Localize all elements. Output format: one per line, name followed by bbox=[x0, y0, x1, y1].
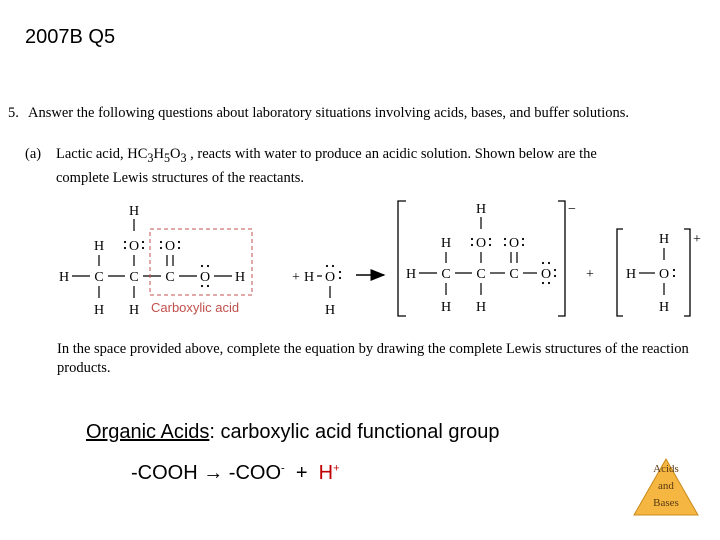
text-fragment: 5 bbox=[163, 150, 170, 165]
atom-o: O bbox=[324, 270, 336, 285]
atom-h: H bbox=[405, 267, 417, 282]
lone-pair-dot bbox=[160, 247, 162, 249]
atom-h: H bbox=[234, 270, 246, 285]
lone-pair-dot bbox=[489, 244, 491, 246]
equation-plus: + bbox=[295, 462, 308, 484]
atom-o: O bbox=[128, 239, 140, 254]
atom-h: H bbox=[475, 202, 487, 217]
atom-h: H bbox=[303, 270, 315, 285]
lone-pair-dot bbox=[178, 241, 180, 243]
slide-title: 2007B Q5 bbox=[25, 26, 116, 48]
text-fragment: 3 bbox=[147, 150, 154, 165]
atom-c: C bbox=[476, 267, 486, 282]
question-stem: Answer the following questions about laboratory situations involving acids, bases, and buffer solutions. bbox=[28, 105, 629, 121]
atom-h: H bbox=[58, 270, 70, 285]
atom-c: C bbox=[509, 267, 519, 282]
organic-acids-title: Organic Acids bbox=[86, 421, 210, 443]
part-a-text-start: Lactic acid, bbox=[56, 146, 128, 162]
lone-pair-dot bbox=[554, 269, 556, 271]
lone-pair-dot bbox=[207, 265, 209, 267]
lone-pair-dot bbox=[326, 265, 328, 267]
text-fragment: and bbox=[658, 480, 674, 492]
plus-sign: + bbox=[586, 267, 594, 282]
text-fragment: Acids bbox=[653, 463, 679, 475]
lone-pair-dot bbox=[522, 238, 524, 240]
lone-pair-dot bbox=[471, 238, 473, 240]
lactate-structure bbox=[406, 202, 556, 315]
equation-reactant: -COOH bbox=[131, 462, 198, 484]
atom-h: H bbox=[475, 300, 487, 315]
atom-h: H bbox=[625, 267, 637, 282]
lone-pair-dot bbox=[504, 244, 506, 246]
lone-pair-dot bbox=[504, 238, 506, 240]
lone-pair-dot bbox=[124, 241, 126, 243]
atom-h: H bbox=[128, 204, 140, 219]
lone-pair-dot bbox=[548, 262, 550, 264]
lone-pair-dot bbox=[201, 285, 203, 287]
left-bracket bbox=[617, 229, 623, 316]
cation-charge: + bbox=[693, 232, 701, 247]
atom-h: H bbox=[324, 303, 336, 318]
atom-c: C bbox=[129, 270, 139, 285]
atom-h: H bbox=[93, 303, 105, 318]
lone-pair-dot bbox=[542, 262, 544, 264]
lone-pair-dot bbox=[332, 265, 334, 267]
lactic-formula bbox=[127, 146, 187, 165]
atom-o: O bbox=[164, 239, 176, 254]
lone-pair-dot bbox=[142, 241, 144, 243]
question-number: 5. bbox=[8, 105, 19, 121]
text-fragment: O bbox=[169, 146, 181, 162]
lone-pair-dot bbox=[207, 285, 209, 287]
part-a-text-end: , reacts with water to produce an acidic solution. Shown below are the bbox=[186, 146, 597, 162]
atom-o: O bbox=[475, 236, 487, 251]
lone-pair-dot bbox=[339, 271, 341, 273]
carboxylic-acid-label: Carboxylic acid bbox=[151, 300, 240, 315]
nav-icon-label bbox=[633, 461, 699, 512]
lewis-structures-diagram bbox=[0, 195, 720, 325]
equation-arrow: → bbox=[203, 462, 224, 484]
lone-pair-dot bbox=[178, 247, 180, 249]
atom-c: C bbox=[441, 267, 451, 282]
atom-o: O bbox=[658, 267, 670, 282]
atom-c: C bbox=[165, 270, 175, 285]
followup-instruction: In the space provided above, complete the equation by drawing the complete Lewis structures of the reaction products. bbox=[57, 341, 689, 376]
text-fragment: H bbox=[153, 146, 164, 162]
equation-proton: H bbox=[318, 462, 334, 484]
atom-h: H bbox=[440, 300, 452, 315]
lone-pair-dot bbox=[548, 282, 550, 284]
lone-pair-dot bbox=[673, 275, 675, 277]
lone-pair-dot bbox=[201, 265, 203, 267]
lone-pair-dot bbox=[489, 238, 491, 240]
atom-h: H bbox=[440, 236, 452, 251]
text-fragment: HC bbox=[127, 146, 148, 162]
lone-pair-dot bbox=[554, 275, 556, 277]
atom-o: O bbox=[508, 236, 520, 251]
lone-pair-dot bbox=[160, 241, 162, 243]
right-bracket bbox=[684, 229, 690, 316]
part-a-text bbox=[56, 144, 676, 188]
part-a-label: (a) bbox=[25, 146, 42, 162]
equation-product-charge: - bbox=[281, 462, 285, 475]
organic-acids-heading bbox=[86, 421, 500, 444]
atom-h: H bbox=[658, 232, 670, 247]
lone-pair-dot bbox=[471, 244, 473, 246]
water-structure bbox=[304, 265, 341, 318]
lone-pair-dot bbox=[124, 247, 126, 249]
atom-h: H bbox=[128, 303, 140, 318]
plus-sign: + bbox=[292, 270, 300, 285]
lone-pair-dot bbox=[142, 247, 144, 249]
atom-h: H bbox=[93, 239, 105, 254]
hydronium-structure bbox=[626, 232, 675, 315]
lone-pair-dot bbox=[522, 244, 524, 246]
atom-c: C bbox=[94, 270, 104, 285]
equation-product: -COO bbox=[228, 462, 282, 484]
part-a-text-line2: complete Lewis structures of the reactants. bbox=[56, 169, 305, 186]
right-bracket bbox=[558, 201, 565, 316]
lone-pair-dot bbox=[673, 269, 675, 271]
organic-acids-subtitle: : carboxylic acid functional group bbox=[209, 421, 500, 443]
text-fragment: 3 bbox=[180, 150, 187, 165]
dissociation-equation bbox=[131, 462, 340, 485]
acids-and-bases-home-button[interactable] bbox=[633, 458, 699, 516]
atom-o: O bbox=[199, 270, 211, 285]
atom-h: H bbox=[658, 300, 670, 315]
anion-charge: − bbox=[568, 202, 576, 217]
atom-o: O bbox=[540, 267, 552, 282]
left-bracket bbox=[398, 201, 406, 316]
lone-pair-dot bbox=[339, 277, 341, 279]
text-fragment: Bases bbox=[653, 497, 679, 509]
equation-proton-charge: + bbox=[333, 462, 340, 475]
lone-pair-dot bbox=[542, 282, 544, 284]
